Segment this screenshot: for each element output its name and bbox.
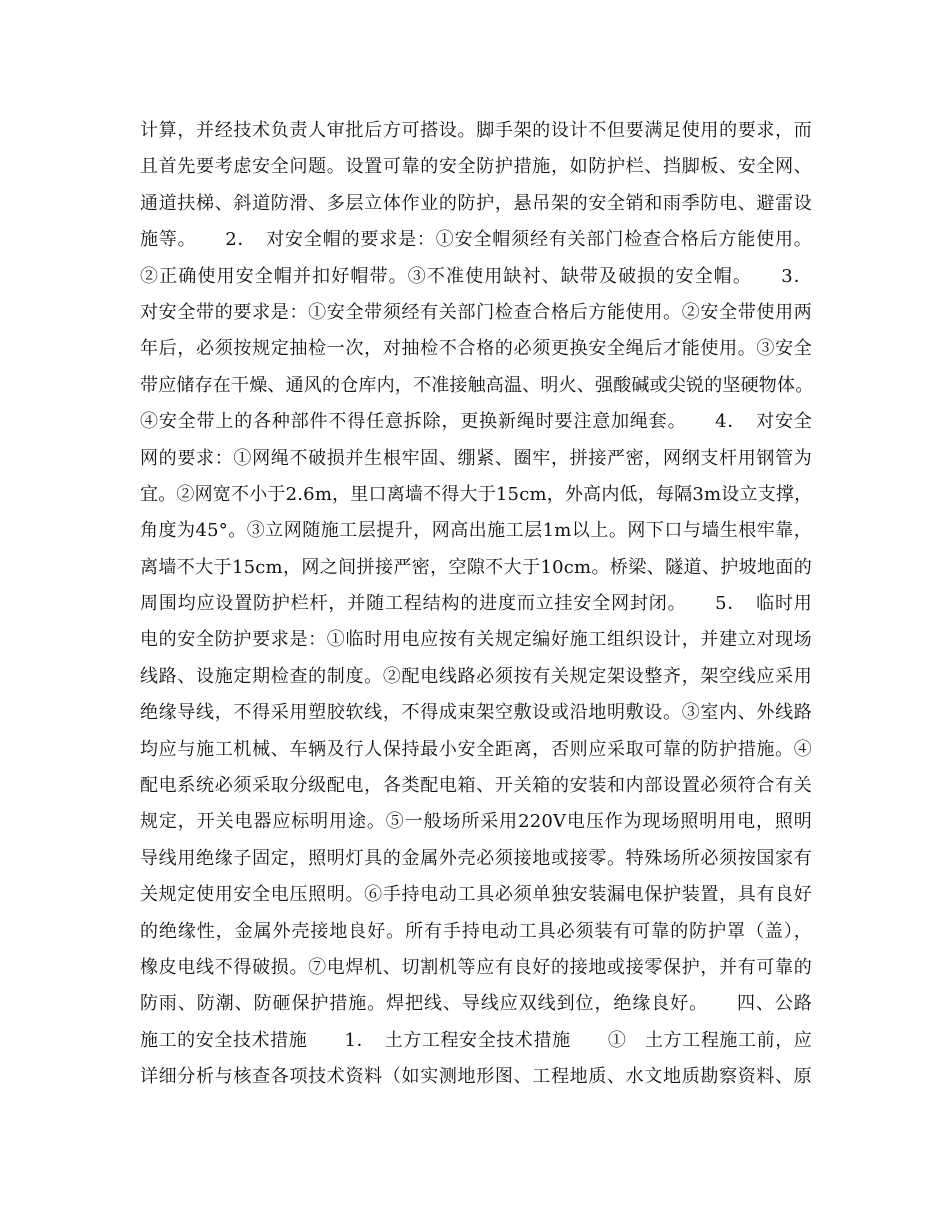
text-line-25: 防雨、防潮、防砸保护措施。焊把线、导线应双线到位，绝缘良好。 四、公路 bbox=[140, 993, 812, 1015]
text-line-5: ②正确使用安全帽并扣好帽带。③不准使用缺衬、缺带及破损的安全帽。 3． bbox=[140, 265, 812, 287]
text-line-7: 年后，必须按规定抽检一次，对抽检不合格的必须更换安全绳后才能使用。③安全 bbox=[140, 338, 812, 360]
text-line-17: 绝缘导线，不得采用塑胶软线，不得成束架空敷设或沿地明敷设。③室内、外线路 bbox=[140, 702, 812, 724]
text-line-2: 且首先要考虑安全问题。设置可靠的安全防护措施，如防护栏、挡脚板、安全网、 bbox=[140, 156, 812, 178]
body-text bbox=[140, 113, 812, 1096]
text-line-14: 周围均应设置防护栏杆，并随工程结构的进度而立挂安全网封闭。 5． 临时用 bbox=[140, 593, 812, 615]
text-line-4: 施等。 2． 对安全帽的要求是：①安全帽须经有关部门检查合格后方能使用。 bbox=[140, 229, 812, 251]
text-line-18: 均应与施工机械、车辆及行人保持最小安全距离，否则应采取可靠的防护措施。④ bbox=[140, 738, 812, 760]
text-line-1: 计算，并经技术负责人审批后方可搭设。脚手架的设计不但要满足使用的要求，而 bbox=[140, 120, 812, 141]
text-line-27: 详细分析与核查各项技术资料（如实测地形图、工程地质、水文地质勘察资料、原 bbox=[140, 1066, 812, 1088]
text-line-11: 宜。②网宽不小于2.6m，里口离墙不得大于15cm，外高内低，每隔3m设立支撑， bbox=[140, 483, 813, 505]
text-line-19: 配电系统必须采取分级配电，各类配电箱、开关箱的安装和内部设置必须符合有关 bbox=[140, 775, 812, 797]
text-line-15: 电的安全防护要求是：①临时用电应按有关规定编好施工组织设计，并建立对现场 bbox=[140, 629, 812, 651]
text-line-13: 离墙不大于15cm，网之间拼接严密，空隙不大于10cm。桥梁、隧道、护坡地面的 bbox=[140, 556, 812, 578]
text-line-26: 施工的安全技术措施 1． 土方工程安全技术措施 ① 土方工程施工前，应 bbox=[140, 1029, 812, 1051]
text-line-23: 的绝缘性，金属外壳接地良好。所有手持电动工具必须装有可靠的防护罩（盖）， bbox=[140, 920, 812, 942]
text-line-16: 线路、设施定期检查的制度。②配电线路必须按有关规定架设整齐，架空线应采用 bbox=[140, 665, 812, 687]
text-line-22: 关规定使用安全电压照明。⑥手持电动工具必须单独安装漏电保护装置，具有良好 bbox=[140, 884, 812, 906]
text-line-21: 导线用绝缘子固定，照明灯具的金属外壳必须接地或接零。特殊场所必须按国家有 bbox=[140, 847, 812, 869]
text-line-3: 通道扶梯、斜道防滑、多层立体作业的防护，悬吊架的安全销和雨季防电、避雷设 bbox=[140, 192, 812, 214]
text-line-12: 角度为45°。③立网随施工层提升，网高出施工层1m以上。网下口与墙生根牢靠， bbox=[140, 520, 812, 542]
text-line-10: 网的要求：①网绳不破损并生根牢固、绷紧、圈牢，拼接严密，网纲支杆用钢管为 bbox=[140, 447, 812, 469]
text-line-20: 规定，开关电器应标明用途。⑤一般场所采用220V电压作为现场照明用电，照明 bbox=[140, 811, 812, 833]
text-line-9: ④安全带上的各种部件不得任意拆除，更换新绳时要注意加绳套。 4． 对安全 bbox=[140, 411, 812, 433]
text-line-24: 橡皮电线不得破损。⑦电焊机、切割机等应有良好的接地或接零保护，并有可靠的 bbox=[140, 956, 812, 978]
text-line-6: 对安全带的要求是：①安全带须经有关部门检查合格后方能使用。②安全带使用两 bbox=[140, 301, 812, 323]
text-line-8: 带应储存在干燥、通风的仓库内，不准接触高温、明火、强酸碱或尖锐的坚硬物体。 bbox=[140, 374, 814, 396]
